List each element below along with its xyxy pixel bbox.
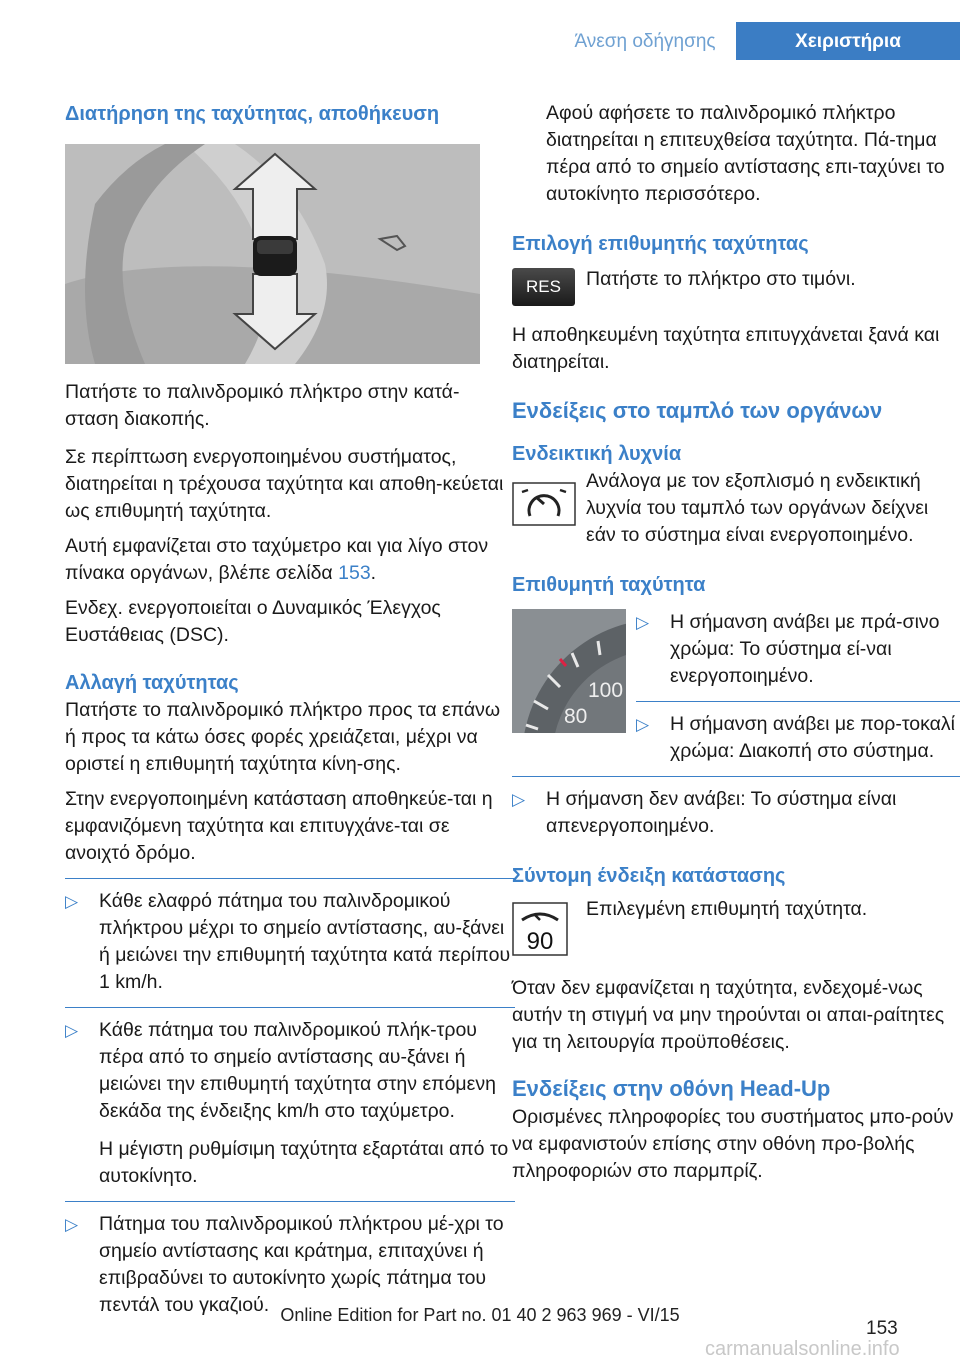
paragraph: Στην ενεργοποιημένη κατάσταση αποθηκεύε-ται η εμφανιζόμενη ταχύτητα και επιτυγχάνε-ται σε ανοιχτό δρόμο. — [65, 788, 493, 864]
speedometer-image — [512, 609, 626, 733]
paragraph: Ορισμένες πληροφορίες του συστήματος μπο-ρούν να εμφανιστούν επίσης στην οθόνη προ-βολής πληροφοριών στο παρμπρίζ. — [512, 1106, 954, 1182]
text: σταση διακοπής. — [65, 408, 210, 430]
paragraph — [65, 533, 515, 587]
res-button-icon — [512, 268, 576, 306]
page-link[interactable]: 153 — [338, 562, 371, 584]
right-column — [512, 100, 960, 1185]
triangle-bullet-icon: ▷ — [65, 892, 79, 911]
watermark: carmanualsonline.info — [705, 1338, 900, 1360]
speed-status-icon — [512, 902, 576, 961]
divider — [65, 1201, 515, 1202]
list-text: Η σήμανση δεν ανάβει: Το σύστημα είναι απενεργοποιημένο. — [546, 788, 897, 837]
short-status-row — [512, 896, 960, 961]
paragraph: Η αποθηκευμένη ταχύτητα επιτυγχάνεται ξανά και διατηρείται. — [512, 324, 940, 373]
text: . — [370, 562, 377, 584]
list-item — [65, 1017, 515, 1190]
list-text: Κάθε πάτημα του παλινδρομικού πλήκ-τρου πέρα από το σημείο αντίστασης αυ-ξάνει ή μειώνει την επιθυμητή ταχύτητα στην επόμενη δεκάδα της ένδειξης km/h στο ταχύμετρο. — [99, 1019, 496, 1122]
divider — [65, 1007, 515, 1008]
triangle-bullet-icon: ▷ — [636, 613, 650, 632]
lamp-text: Ανάλογα με τον εξοπλισμό η ενδεικτική λυχνία του ταμπλό των οργάνων δείχνει εάν το σύστημα είναι ενεργοποιημένο. — [586, 470, 929, 546]
section-title: Διατήρηση της ταχύτητας, αποθήκευση — [65, 103, 440, 125]
footer-edition: Online Edition for Part no. 01 40 2 963 969 - VI/15 — [280, 1305, 680, 1325]
res-label: RES — [512, 268, 575, 306]
divider — [636, 701, 960, 702]
list-item — [65, 888, 515, 996]
res-text: Πατήστε το πλήκτρο στο τιμόνι. — [586, 268, 856, 290]
list-item — [65, 1211, 515, 1319]
gauge-label: 80 — [564, 705, 588, 728]
text: Αυτή εμφανίζεται στο ταχύμετρο και για λίγο στον πίνακα οργάνων, βλέπε σελίδα — [65, 535, 489, 584]
res-row — [512, 266, 960, 306]
list-item — [636, 711, 960, 765]
speed-status-value: 90 — [526, 928, 554, 955]
paragraph: Ενδεχ. ενεργοποιείται ο Δυναμικός Έλεγχος Ευστάθειας (DSC). — [65, 597, 441, 646]
triangle-bullet-icon: ▷ — [65, 1021, 79, 1040]
list-text: Η σήμανση ανάβει με πρά-σινο χρώμα: Το σύστημα εί-ναι ενεργοποιημένο. — [670, 611, 940, 687]
triangle-bullet-icon: ▷ — [636, 715, 650, 734]
subsection-title: Επιλογή επιθυμητής ταχύτητας — [512, 233, 809, 255]
triangle-bullet-icon: ▷ — [65, 1215, 79, 1234]
left-column — [65, 100, 515, 1319]
section-heading: Ενδείξεις στην οθόνη Head-Up — [512, 1076, 831, 1101]
list-text: Πάτημα του παλινδρομικού πλήκτρου μέ-χρι το σημείο αντίστασης και κράτημα, επιταχύνει ή επιβραδύνει το αυτοκίνητο χωρίς πάτημα του πεντάλ του γκαζιού. — [99, 1213, 504, 1316]
paragraph: Σε περίπτωση ενεργοποιημένου συστήματος, διατηρείται η τρέχουσα ταχύτητα και αποθη-κεύεται ως επιθυμητή ταχύτητα. — [65, 446, 504, 522]
paragraph — [65, 379, 515, 433]
paragraph: Όταν δεν εμφανίζεται η ταχύτητα, ενδεχομέ-νως αυτήν τη στιγμή να μην τηρούνται οι απαι-ραίτητες για τη λειτουργία προϋποθέσεις. — [512, 977, 945, 1053]
header-chapter: Χειριστήρια — [736, 22, 960, 60]
subsection-title: Αλλαγή ταχύτητας — [65, 672, 239, 694]
triangle-bullet-icon: ▷ — [512, 790, 526, 809]
subsection-title: Επιθυμητή ταχύτητα — [512, 574, 706, 596]
paragraph: Αφού αφήσετε το παλινδρομικό πλήκτρο διατηρείται η επιτευχθείσα ταχύτητα. Πά-τημα πέρα από το σημείο αντίστασης επι-ταχύνει το αυτοκίνητο περισσότερο. — [546, 102, 945, 205]
list-item — [512, 786, 960, 840]
gauge-label: 100 — [588, 679, 624, 702]
list-text: Κάθε ελαφρό πάτημα του παλινδρομικού πλήκτρου μέχρι το σημείο αντίστασης, αυ-ξάνει ή μειώνει την επιθυμητή ταχύτητα κατά περίπου 1 km/h. — [99, 890, 511, 993]
desired-speed-row — [512, 609, 960, 765]
list-note: Η μέγιστη ρυθμίσιμη ταχύτητα εξαρτάται από το αυτοκίνητο. — [99, 1138, 509, 1187]
divider — [65, 878, 515, 879]
steering-wheel-photo — [65, 144, 480, 364]
text: Πατήστε το παλινδρομικό πλήκτρο στην κατά- — [65, 381, 460, 403]
subsection-title: Ενδεικτική λυχνία — [512, 443, 682, 465]
cruise-indicator-icon — [512, 482, 576, 549]
divider — [512, 776, 960, 777]
short-status-text: Επιλεγμένη επιθυμητή ταχύτητα. — [586, 898, 868, 920]
subsection-title: Σύντομη ένδειξη κατάστασης — [512, 865, 786, 887]
section-heading: Ενδείξεις στο ταμπλό των οργάνων — [512, 398, 883, 423]
header-section: Άνεση οδήγησης — [574, 31, 716, 52]
page-number: 153 — [866, 1318, 898, 1339]
list-item — [636, 609, 960, 690]
lamp-row — [512, 468, 960, 549]
list-text: Η σήμανση ανάβει με πορ-τοκαλί χρώμα: Διακοπή στο σύστημα. — [670, 713, 955, 762]
paragraph: Πατήστε το παλινδρομικό πλήκτρο προς τα επάνω ή προς τα κάτω όσες φορές χρειάζεται, μέχρι να οριστεί η επιθυμητή ταχύτητα κίνη-σης. — [65, 699, 501, 775]
